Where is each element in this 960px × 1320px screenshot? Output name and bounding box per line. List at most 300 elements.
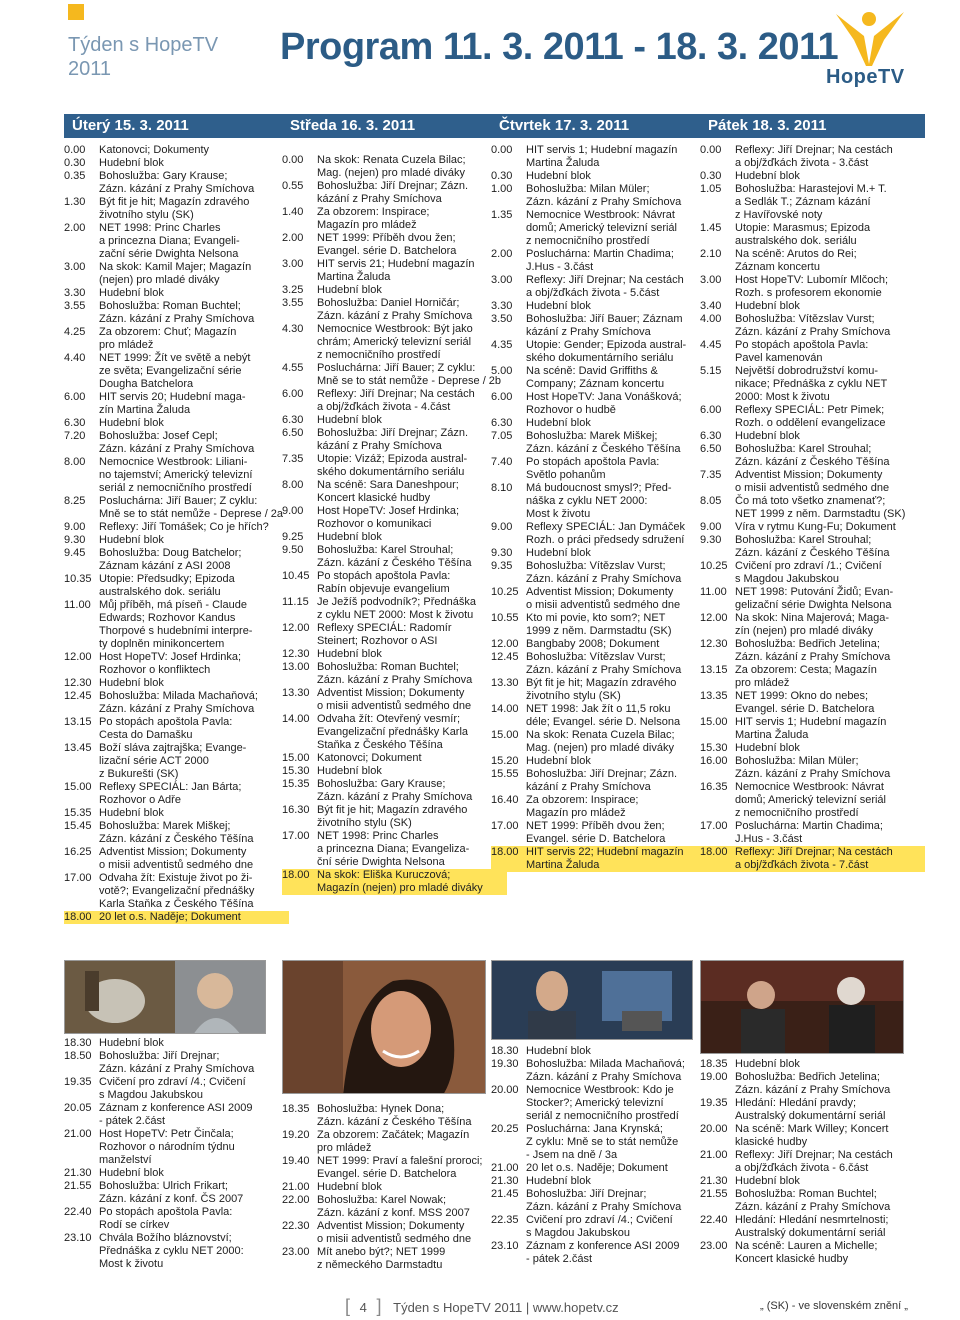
program-description: Hudební blok <box>526 1045 591 1057</box>
program-row <box>700 183 925 222</box>
program-description: Chvála Božího bláznovství; Přednáška z cyklu NET 2000: Most k životu <box>99 1232 244 1270</box>
program-row <box>282 596 507 622</box>
footnote: „ (SK) - ve slovenském znění „ <box>760 1300 908 1312</box>
program-description: Bohoslužba: Jiří Bauer; Záznam kázání z Prahy Smíchova <box>526 313 683 338</box>
program-time: 21.55 <box>64 1180 92 1192</box>
program-row <box>700 560 925 586</box>
program-row <box>700 1097 925 1123</box>
program-row <box>700 469 925 495</box>
program-time: 6.00 <box>491 391 513 403</box>
program-row <box>700 404 925 430</box>
bracket-left-icon: [ <box>345 1296 351 1316</box>
program-description: Za obzorem: Chuť; Magazín pro mládež <box>99 326 237 351</box>
photo-studio-interview-image <box>492 961 693 1040</box>
program-time: 12.00 <box>700 612 728 624</box>
program-time: 8.00 <box>64 456 86 468</box>
program-time: 15.35 <box>64 807 92 819</box>
program-description: Nemocnice Westbrook: Návrat domů; Americký televizní seriál z nemocničního prostředí <box>526 209 677 247</box>
program-time: 4.25 <box>64 326 86 338</box>
program-time: 6.00 <box>64 391 86 403</box>
program-time: 1.35 <box>491 209 513 221</box>
program-row <box>282 1194 507 1220</box>
program-description: Cvičení pro zdraví /4.; Cvičení s Magdou Jakubskou <box>526 1214 673 1239</box>
program-time: 3.30 <box>64 287 86 299</box>
program-row <box>491 846 716 872</box>
program-row <box>282 388 507 414</box>
program-row <box>700 1058 925 1071</box>
program-time: 9.00 <box>700 521 722 533</box>
program-time: 4.30 <box>282 323 304 335</box>
program-time: 21.00 <box>491 1162 519 1174</box>
program-time: 18.50 <box>64 1050 92 1062</box>
program-list <box>491 144 716 872</box>
program-time: 13.35 <box>700 690 728 702</box>
program-row <box>700 781 925 820</box>
program-description: Bohoslužba: Vítězslav Vurst; Zázn. kázání z Prahy Smíchova <box>526 560 682 585</box>
program-time: 12.30 <box>700 638 728 650</box>
program-time: 4.45 <box>700 339 722 351</box>
program-description: Hudební blok <box>99 1167 164 1179</box>
program-description: Adventist Mission; Dokumenty o misii adventistů sedmého dne <box>317 1220 472 1245</box>
program-row <box>491 1058 716 1084</box>
program-row <box>491 170 716 183</box>
program-time: 11.00 <box>700 586 727 598</box>
program-time: 3.00 <box>700 274 722 286</box>
program-row <box>700 638 925 664</box>
program-time: 18.00 <box>700 846 728 858</box>
program-time: 12.00 <box>491 638 519 650</box>
program-description: Bohoslužba: Jiří Drejnar; Zázn. kázání z Prahy Smíchova <box>526 1188 682 1213</box>
program-time: 6.00 <box>700 404 722 416</box>
program-time: 21.30 <box>700 1175 728 1187</box>
program-time: 18.35 <box>700 1058 728 1070</box>
program-time: 6.30 <box>64 417 86 429</box>
program-row <box>491 482 716 521</box>
hopetv-logo-text: HopeTV <box>826 66 905 88</box>
footer-text: Týden s HopeTV 2011 | www.hopetv.cz <box>393 1300 619 1315</box>
program-row <box>282 479 507 505</box>
program-row <box>282 778 507 804</box>
program-row <box>700 313 925 339</box>
program-row <box>282 453 507 479</box>
program-row <box>700 742 925 755</box>
program-description: NET 1999: Příběh dvou žen; Evangel. série D. Batchelora <box>317 232 457 257</box>
program-time: 20.00 <box>491 1084 519 1096</box>
program-description: Po stopách apoštola Pavla: Světlo pohanům <box>526 456 660 481</box>
program-description: Katonovci; Dokument <box>317 752 422 764</box>
program-time: 9.00 <box>491 521 513 533</box>
program-description: Největší dobrodružství komu- nikace; Přednáška z cyklu NET 2000: Most k životu <box>735 365 888 403</box>
program-description: Nemocnice Westbrook: Být jako chrám; Americký televizní seriál z nemocničního prostředí <box>317 323 473 361</box>
program-row <box>700 664 925 690</box>
program-time: 10.25 <box>700 560 728 572</box>
program-time: 13.15 <box>64 716 92 728</box>
program-time: 5.15 <box>700 365 722 377</box>
program-time: 2.00 <box>491 248 513 260</box>
program-description: Posluchárna: Jana Krynská; Z cyklu: Mně se to stát nemůže - Jsem na dně / 3a <box>526 1123 679 1161</box>
program-row <box>282 830 507 869</box>
program-time: 15.30 <box>282 765 310 777</box>
program-row <box>491 729 716 755</box>
program-description: Bohoslužba: Karel Strouhal; Zázn. kázání z Českého Těšína <box>317 544 472 569</box>
program-time: 9.25 <box>282 531 304 543</box>
program-time: 13.30 <box>282 687 310 699</box>
program-description: Bangbaby 2008; Dokument <box>526 638 660 650</box>
program-row <box>491 755 716 768</box>
program-row <box>64 547 289 573</box>
program-row <box>282 414 507 427</box>
program-description: Být fit je hit; Magazín zdravého životního stylu (SK) <box>317 804 468 829</box>
program-description: Posluchárna: Martin Chadima; J.Hus - 3.část <box>735 820 883 845</box>
program-row <box>64 820 289 846</box>
program-time: 0.30 <box>491 170 513 182</box>
program-row <box>491 209 716 248</box>
program-row <box>64 196 289 222</box>
program-row <box>282 323 507 362</box>
page-title: Program 11. 3. 2011 - 18. 3. 2011 <box>280 26 839 68</box>
program-description: Po stopách apoštola Pavla: Rabín objevuje evangelium <box>317 570 451 595</box>
program-row <box>700 365 925 404</box>
program-row <box>64 534 289 547</box>
program-description: Bohoslužba: Roman Buchtel; Zázn. kázání z Prahy Smíchova <box>317 661 473 686</box>
program-description: Reflexy SPECIÁL: Jan Bárta; Rozhovor o Adře <box>99 781 242 806</box>
program-time: 15.00 <box>64 781 92 793</box>
program-time: 21.00 <box>700 1149 728 1161</box>
program-row <box>700 495 925 521</box>
program-row <box>282 570 507 596</box>
program-time: 16.30 <box>282 804 310 816</box>
program-description: Hudební blok <box>317 284 382 296</box>
program-time: 18.30 <box>491 1045 519 1057</box>
program-row <box>282 505 507 531</box>
program-row <box>491 768 716 794</box>
program-time: 13.45 <box>64 742 92 754</box>
program-time: 19.35 <box>700 1097 728 1109</box>
program-row <box>282 661 507 687</box>
program-row <box>64 911 289 924</box>
program-description: Hudební blok <box>99 677 164 689</box>
program-time: 23.00 <box>282 1246 310 1258</box>
photo-elderly-woman-image <box>65 961 266 1034</box>
program-row <box>282 1246 507 1272</box>
program-row <box>491 547 716 560</box>
program-row <box>491 456 716 482</box>
program-row <box>700 1175 925 1188</box>
program-description: Katonovci; Dokumenty <box>99 144 210 156</box>
program-time: 20.05 <box>64 1102 92 1114</box>
program-description: Víra v rytmu Kung-Fu; Dokument <box>735 521 896 533</box>
program-time: 22.40 <box>64 1206 92 1218</box>
program-row <box>700 430 925 443</box>
program-list <box>700 1058 925 1266</box>
program-row <box>700 755 925 781</box>
program-time: 15.00 <box>282 752 310 764</box>
program-row <box>64 1102 289 1128</box>
program-description: Adventist Mission; Dokumenty o misii adventistů sedmého dne <box>526 586 681 611</box>
program-row <box>700 1214 925 1240</box>
program-list <box>700 144 925 872</box>
program-time: 21.00 <box>282 1181 310 1193</box>
program-description: Cvičení pro zdraví /1.; Cvičení s Magdou Jakubskou <box>735 560 882 585</box>
program-row <box>64 1050 289 1076</box>
program-description: Hudební blok <box>99 417 164 429</box>
program-description: Záznam z konference ASI 2009 - pátek 2.část <box>526 1240 680 1265</box>
program-row <box>64 287 289 300</box>
brand-line1: Týden s HopeTV <box>68 34 219 56</box>
program-description: Hledání: Hledání nesmrtelnosti; Australský dokumentární seriál <box>735 1214 889 1239</box>
program-time: 12.30 <box>282 648 310 660</box>
program-description: Kto mi povie, kto som?; NET 1999 z něm. Darmstadtu (SK) <box>526 612 672 637</box>
program-row <box>64 781 289 807</box>
program-time: 20.25 <box>491 1123 519 1135</box>
photo-young-woman <box>282 960 486 1094</box>
program-description: NET 1998: Princ Charles a princezna Diana; Evangeli- zační série Dwighta Nelsona <box>99 222 240 260</box>
program-row <box>64 1232 289 1271</box>
program-description: Posluchárna: Jiří Bauer; Z cyklu: Mně se to stát nemůže - Deprese / 2b <box>317 362 502 387</box>
program-time: 12.45 <box>491 651 519 663</box>
program-description: Posluchárna: Martin Chadima; J.Hus - 3.část <box>526 248 674 273</box>
program-row <box>282 648 507 661</box>
program-description: Mít anebo být?; NET 1999 z německého Darmstadtu <box>317 1246 446 1271</box>
program-description: Hledání: Hledání pravdy; Australský dokumentární seriál <box>735 1097 886 1122</box>
program-description: Utopie: Marasmus; Epizoda australského dok. seriálu <box>735 222 871 247</box>
program-time: 18.00 <box>282 869 310 881</box>
program-description: Hudební blok <box>317 414 382 426</box>
program-time: 10.25 <box>491 586 519 598</box>
bracket-right-icon: ] <box>376 1296 382 1316</box>
program-description: HIT servis 21; Hudební magazín Martina Žaluda <box>317 258 475 283</box>
program-description: Záznam z konference ASI 2009 - pátek 2.část <box>99 1102 253 1127</box>
program-row <box>491 430 716 456</box>
program-row <box>700 846 925 872</box>
program-description: Bohoslužba: Jiří Drejnar; Zázn. kázání z Prahy Smíchova <box>526 768 678 793</box>
program-row <box>491 1084 716 1123</box>
footer <box>345 1296 619 1317</box>
program-time: 2.00 <box>282 232 304 244</box>
program-description: NET 1999: Okno do nebes; Evangel. série D. Batchelora <box>735 690 875 715</box>
program-description: Bohoslužba: Gary Krause; Zázn. kázání z Prahy Smíchova <box>99 170 255 195</box>
program-time: 6.00 <box>282 388 304 400</box>
program-time: 6.30 <box>700 430 722 442</box>
program-time: 22.00 <box>282 1194 310 1206</box>
program-time: 11.00 <box>64 599 91 611</box>
program-row <box>491 391 716 417</box>
program-description: Host HopeTV: Josef Hrdinka; Rozhovor o komunikaci <box>317 505 460 530</box>
program-time: 16.00 <box>700 755 728 767</box>
program-time: 10.35 <box>64 573 92 585</box>
program-description: Na skok: Nina Majerová; Maga- zín (nejen) pro mladé diváky <box>735 612 890 637</box>
program-row <box>700 248 925 274</box>
program-row <box>700 612 925 638</box>
program-description: Hudební blok <box>99 807 164 819</box>
program-row <box>491 274 716 300</box>
program-description: Reflexy: Jiří Drejnar; Na cestách a obj/žďkách života - 5.část <box>526 274 684 299</box>
program-description: HIT servis 20; Hudební maga- zín Martina Žaluda <box>99 391 246 416</box>
page-number: 4 <box>359 1300 367 1315</box>
program-time: 14.00 <box>491 703 519 715</box>
program-description: Hudební blok <box>526 300 591 312</box>
photo-elderly-woman <box>64 960 266 1034</box>
program-time: 8.10 <box>491 482 513 494</box>
program-time: 8.00 <box>282 479 304 491</box>
program-description: Reflexy: Jiří Tomášek; Co je hřích? <box>99 521 269 533</box>
program-time: 0.00 <box>282 154 304 166</box>
program-description: Bohoslužba: Bedřich Jetelina; Zázn. kázání z Prahy Smíchova <box>735 638 891 663</box>
program-row <box>491 1240 716 1266</box>
program-time: 9.30 <box>700 534 722 546</box>
program-time: 9.50 <box>282 544 304 556</box>
program-time: 11.15 <box>282 596 309 608</box>
program-row <box>64 495 289 521</box>
program-time: 8.25 <box>64 495 86 507</box>
program-row <box>64 677 289 690</box>
program-row <box>700 521 925 534</box>
program-description: Na scéně: Lauren a Michelle; Koncert klasické hudby <box>735 1240 878 1265</box>
program-row <box>64 690 289 716</box>
program-time: 17.00 <box>64 872 92 884</box>
program-description: Utopie: Předsudky; Epizoda australského dok. seriálu <box>99 573 235 598</box>
program-description: Bohoslužba: Bedřich Jetelina; Zázn. kázání z Prahy Smíchova <box>735 1071 891 1096</box>
program-time: 15.45 <box>64 820 92 832</box>
program-time: 0.00 <box>700 144 722 156</box>
program-description: Za obzorem: Inspirace; Magazín pro mládež <box>526 794 639 819</box>
program-row <box>491 417 716 430</box>
program-row <box>64 417 289 430</box>
program-time: 1.00 <box>491 183 513 195</box>
program-description: Bohoslužba: Marek Miškej; Zázn. kázání z Českého Těšína <box>99 820 254 845</box>
program-description: Na scéně: David Griffiths & Company; Záznam koncertu <box>526 365 665 390</box>
program-row <box>282 297 507 323</box>
day-column-tuesday <box>64 114 289 924</box>
program-description: Na scéně: Arutos do Rei; Záznam koncertu <box>735 248 857 273</box>
program-time: 7.35 <box>700 469 722 481</box>
program-description: Po stopách apoštola Pavla: Rodí se církev <box>99 1206 233 1231</box>
program-description: Posluchárna: Jiří Bauer; Z cyklu: Mně se to stát nemůže - Deprese / 2a <box>99 495 284 520</box>
program-description: Bohoslužba: Jiří Drejnar; Zázn. kázání z Prahy Smíchova <box>317 427 469 452</box>
program-description: Bohoslužba: Roman Buchtel; Zázn. kázání z Prahy Smíchova <box>99 300 255 325</box>
program-description: Hudební blok <box>99 534 164 546</box>
program-description: Nemocnice Westbrook: Kdo je Stocker?; Americký televizní seriál z nemocničního prostředí <box>526 1084 679 1122</box>
program-time: 9.45 <box>64 547 86 559</box>
program-time: 22.40 <box>700 1214 728 1226</box>
program-row <box>64 742 289 781</box>
program-row <box>282 1220 507 1246</box>
program-row <box>282 869 507 895</box>
program-row <box>282 206 507 232</box>
program-time: 7.35 <box>282 453 304 465</box>
program-description: Bohoslužba: Karel Strouhal; Zázn. kázání z Českého Těšína <box>735 443 890 468</box>
program-row <box>700 1071 925 1097</box>
program-description: Bohoslužba: Daniel Horničár; Zázn. kázání z Prahy Smíchova <box>317 297 473 322</box>
program-row <box>700 586 925 612</box>
program-row <box>282 1103 507 1129</box>
program-row <box>64 1037 289 1050</box>
program-description: Adventist Mission; Dokumenty o misii adventistů sedmého dne <box>317 687 472 712</box>
program-row <box>491 1045 716 1058</box>
program-description: Být fit je hit; Magazín zdravého životního stylu (SK) <box>526 677 677 702</box>
program-time: 12.30 <box>64 677 92 689</box>
program-row <box>64 1076 289 1102</box>
program-time: 16.35 <box>700 781 728 793</box>
program-time: 18.30 <box>64 1037 92 1049</box>
program-time: 13.30 <box>491 677 519 689</box>
program-time: 6.30 <box>282 414 304 426</box>
photo-studio-interview <box>491 960 693 1040</box>
program-description: Hudební blok <box>317 765 382 777</box>
program-time: 14.00 <box>282 713 310 725</box>
program-description: Bohoslužba: Gary Krause; Zázn. kázání z Prahy Smíchova <box>317 778 473 803</box>
program-time: 1.40 <box>282 206 304 218</box>
program-description: Bohoslužba: Roman Buchtel; Zázn. kázání z Prahy Smíchova <box>735 1188 891 1213</box>
day-column-thursday <box>491 114 716 872</box>
program-time: 21.00 <box>64 1128 92 1140</box>
program-row <box>282 804 507 830</box>
program-description: Bohoslužba: Jiří Drejnar; Zázn. kázání z Prahy Smíchova <box>317 180 469 205</box>
program-time: 15.35 <box>282 778 310 790</box>
program-description: Reflexy: Jiří Drejnar; Na cestách a obj/žďkách života - 7.část <box>735 846 893 871</box>
program-description: Reflexy SPECIÁL: Petr Pimek; Rozh. o oddělení evangelizace <box>735 404 886 429</box>
program-time: 9.00 <box>282 505 304 517</box>
program-time: 18.00 <box>64 911 92 923</box>
program-time: 4.40 <box>64 352 86 364</box>
program-time: 0.35 <box>64 170 86 182</box>
program-time: 15.55 <box>491 768 519 780</box>
program-time: 9.35 <box>491 560 513 572</box>
program-description: Má budoucnost smysl?; Před- náška z cyklu NET 2000: Most k životu <box>526 482 672 520</box>
program-time: 6.30 <box>491 417 513 429</box>
program-row <box>491 1162 716 1175</box>
program-description: Hudební blok <box>99 287 164 299</box>
program-row <box>282 427 507 453</box>
program-row <box>64 300 289 326</box>
program-row <box>64 1180 289 1206</box>
photo-interview-men <box>700 960 904 1054</box>
program-description: Bohoslužba: Milada Machaňová; Zázn. kázání z Prahy Smíchova <box>526 1058 685 1083</box>
program-row <box>491 313 716 339</box>
program-description: Bohoslužba: Doug Batchelor; Záznam kázání z ASI 2008 <box>99 547 242 572</box>
program-row <box>491 820 716 846</box>
program-row <box>491 638 716 651</box>
program-description: Reflexy SPECIÁL: Radomír Steinert; Rozhovor o ASI <box>317 622 452 647</box>
program-description: Host HopeTV: Josef Hrdinka; Rozhovor o konfliktech <box>99 651 242 676</box>
program-time: 10.45 <box>282 570 310 582</box>
program-time: 18.00 <box>491 846 519 858</box>
program-time: 15.00 <box>700 716 728 728</box>
program-time: 9.00 <box>64 521 86 533</box>
program-time: 0.00 <box>491 144 513 156</box>
program-description: Hudební blok <box>317 531 382 543</box>
program-row <box>491 703 716 729</box>
program-row <box>491 248 716 274</box>
program-time: 5.00 <box>491 365 513 377</box>
program-row <box>64 1206 289 1232</box>
program-description: Hudební blok <box>735 300 800 312</box>
program-time: 22.30 <box>282 1220 310 1232</box>
program-row <box>282 1129 507 1155</box>
program-description: NET 1998: Putování Židů; Evan- gelizační série Dwighta Nelsona <box>735 586 894 611</box>
program-row <box>700 274 925 300</box>
program-row <box>64 872 289 911</box>
program-time: 9.30 <box>64 534 86 546</box>
program-time: 22.35 <box>491 1214 519 1226</box>
program-description: Hudební blok <box>317 1181 382 1193</box>
program-description: Hudební blok <box>99 157 164 169</box>
program-description: NET 1999: Praví a falešní proroci; Evangel. série D. Batchelora <box>317 1155 483 1180</box>
program-row <box>491 612 716 638</box>
program-time: 13.15 <box>700 664 728 676</box>
program-row <box>64 716 289 742</box>
day-header: Pátek 18. 3. 2011 <box>700 114 925 138</box>
